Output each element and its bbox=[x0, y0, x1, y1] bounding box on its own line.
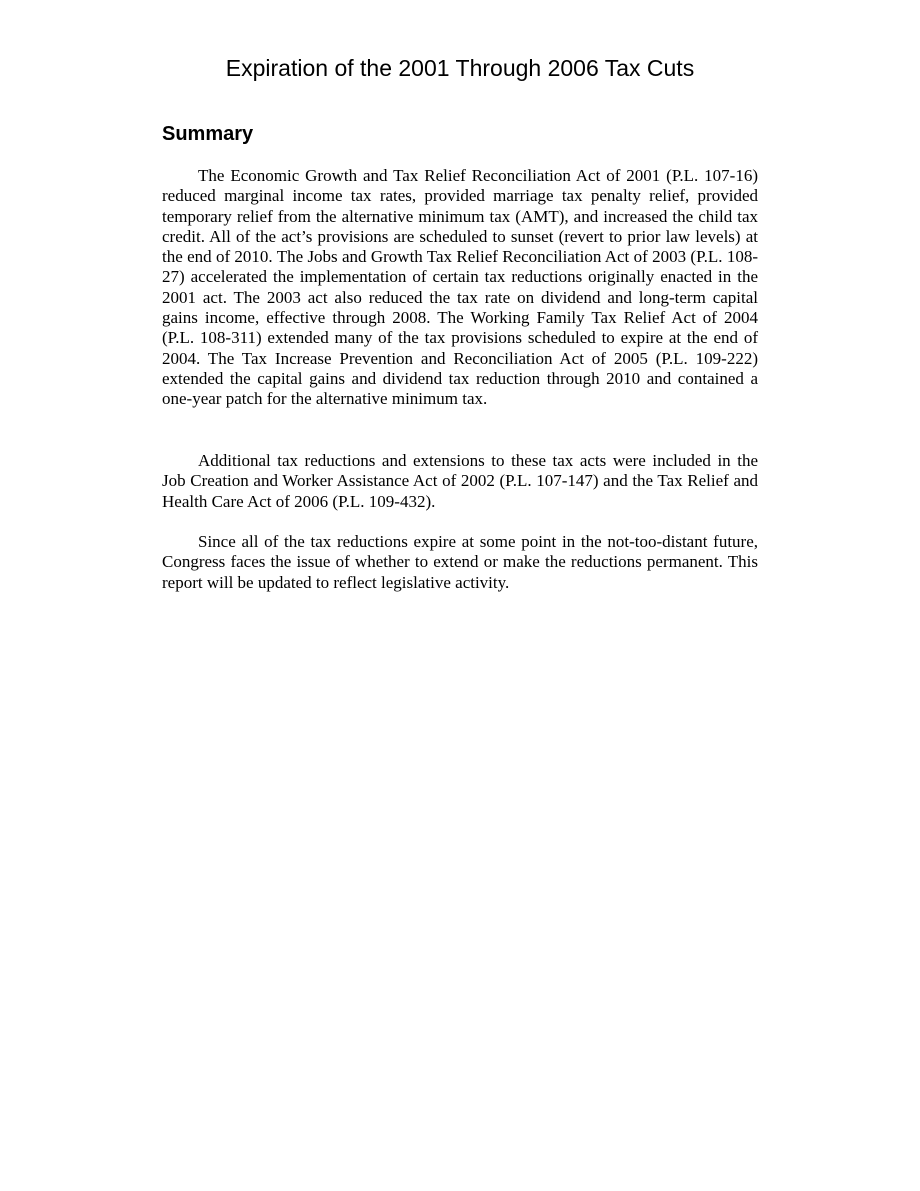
document-title: Expiration of the 2001 Through 2006 Tax Cuts bbox=[225, 55, 695, 81]
summary-paragraph-3: Since all of the tax reductions expire at some point in the not-too-distant future, Congress faces the issue of whether to extend or make the reductions permanent. This report will be updated to reflect legislative activity. bbox=[162, 532, 758, 592]
summary-paragraph-1: The Economic Growth and Tax Relief Reconciliation Act of 2001 (P.L. 107-16) reduced marginal income tax rates, provided marriage tax penalty relief, provided temporary relief from the alternative minimum tax (AMT), and increased the child tax credit. All of the act’s provisions are scheduled to sunset (revert to prior law levels) at the end of 2010. The Jobs and Growth Tax Relief Reconciliation Act of 2003 (P.L. 108-27) accelerated the implementation of certain tax reductions originally enacted in the 2001 act. The 2003 act also reduced the tax rate on dividend and long-term capital gains income, effective through 2008. The Working Family Tax Relief Act of 2004 (P.L. 108-311) extended many of the tax provisions scheduled to expire at the end of 2004. The Tax Increase Prevention and Reconciliation Act of 2005 (P.L. 109-222) extended the capital gains and dividend tax reduction through 2010 and contained a one-year patch for the alternative minimum tax. bbox=[162, 166, 758, 409]
summary-paragraph-2: Additional tax reductions and extensions to these tax acts were included in the Job Creation and Worker Assistance Act of 2002 (P.L. 107-147) and the Tax Relief and Health Care Act of 2006 (P.L. 109-432). bbox=[162, 451, 758, 511]
summary-heading: Summary bbox=[162, 123, 254, 145]
